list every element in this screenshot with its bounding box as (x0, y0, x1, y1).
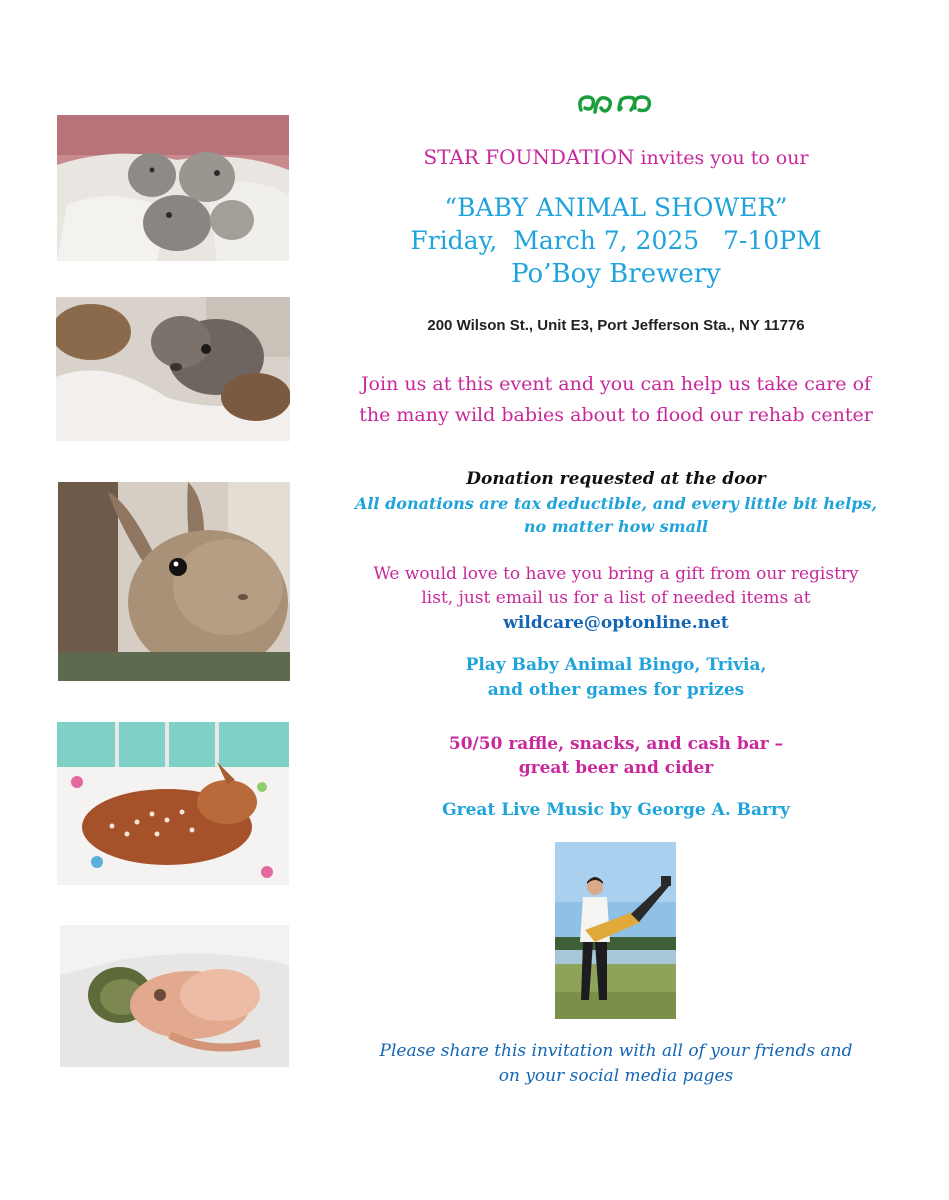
music-line: Great Live Music by George A. Barry (442, 800, 790, 820)
games-line-2: and other games for prizes (487, 680, 745, 700)
invite-line (350, 145, 882, 169)
invite-rest: invites you to our (634, 147, 809, 169)
games-line-1: Play Baby Animal Bingo, Trivia, (465, 655, 767, 675)
baby-rabbit-photo (58, 482, 290, 681)
event-datetime: Friday, March 7, 2025 7-10PM (410, 226, 822, 255)
hatchling-bird-photo (60, 925, 289, 1067)
fawn-photo (57, 722, 289, 885)
donation-line-1: All donations are tax deductible, and every little bit helps, (354, 494, 878, 513)
baby-birds-photo (57, 115, 289, 261)
guitarist-photo (555, 842, 676, 1019)
event-title: “BABY ANIMAL SHOWER” (444, 193, 788, 222)
donation-heading: Donation requested at the door (466, 469, 766, 489)
share-line-1: Please share this invitation with all of your friends and (379, 1041, 853, 1061)
join-line-2: the many wild babies about to flood our rehab center (359, 404, 873, 426)
registry-line-1: We would love to have you bring a gift from our registry (373, 564, 859, 584)
join-line-1: Join us at this event and you can help us take care of (360, 373, 872, 395)
event-address: 200 Wilson St., Unit E3, Port Jefferson Sta., NY 11776 (427, 317, 805, 334)
share-line-2: on your social media pages (498, 1066, 734, 1086)
baby-squirrels-photo (56, 297, 290, 441)
raffle-line-1: 50/50 raffle, snacks, and cash bar – (448, 734, 784, 754)
decorative-flourish-icon (575, 92, 655, 116)
raffle-line-2: great beer and cider (518, 758, 714, 778)
org-name: STAR FOUNDATION (423, 145, 635, 169)
donation-line-2: no matter how small (523, 517, 709, 536)
event-venue: Po’Boy Brewery (511, 259, 721, 289)
registry-line-2: list, just email us for a list of needed items at (421, 588, 811, 608)
registry-email-link[interactable]: wildcare@optonline.net (503, 613, 729, 633)
